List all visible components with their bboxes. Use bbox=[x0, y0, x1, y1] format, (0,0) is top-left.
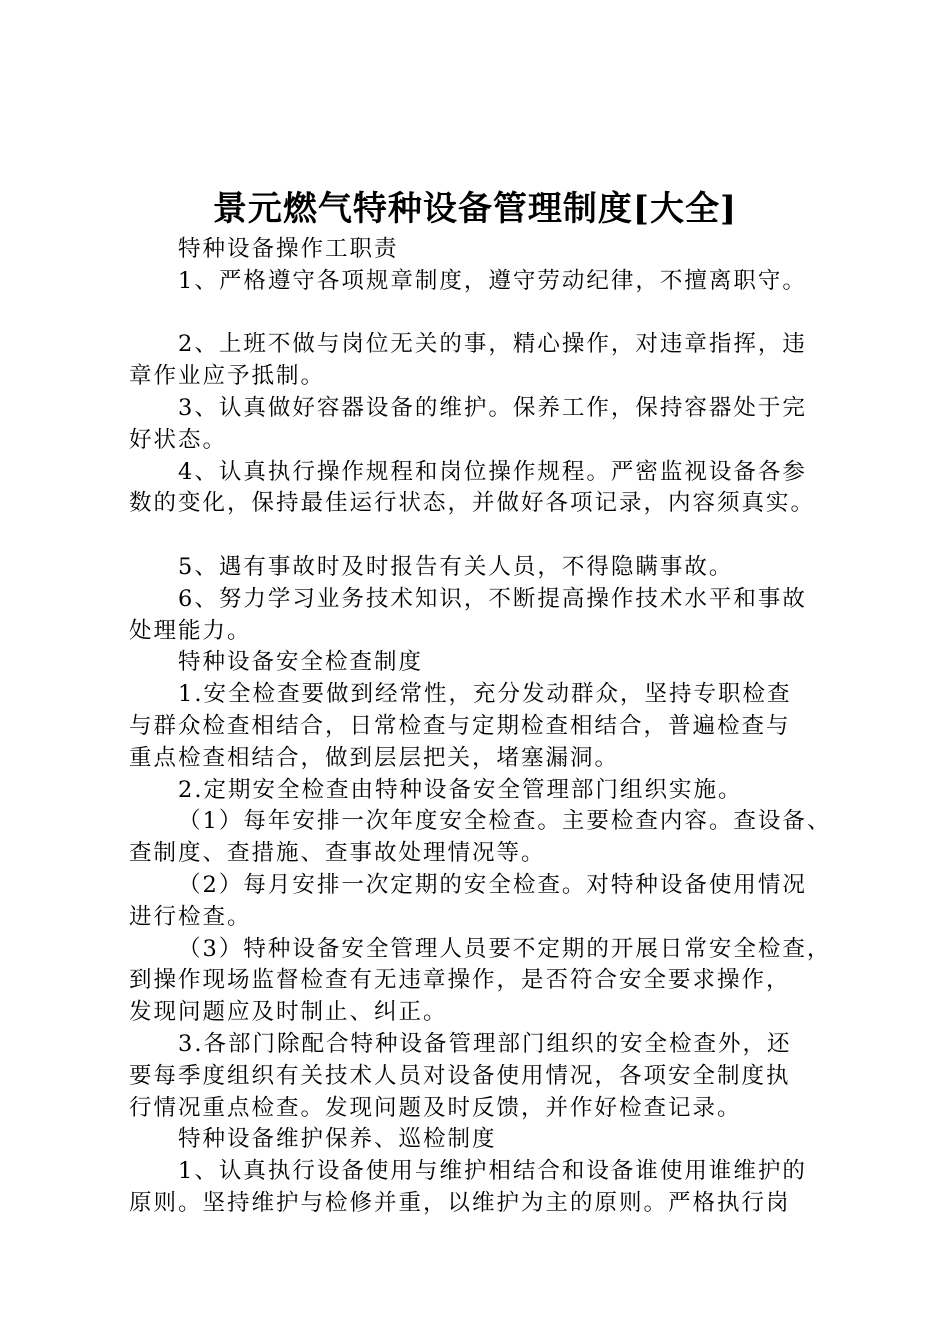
text-line: 与群众检查相结合，日常检查与定期检查相结合，普遍检查与 bbox=[129, 712, 791, 739]
text-line: 6、努力学习业务技术知识，不断提高操作技术水平和事故 bbox=[178, 585, 807, 612]
text-line: 进行检查。 bbox=[129, 903, 252, 930]
text-line: 3、认真做好容器设备的维护。保养工作，保持容器处于完 bbox=[178, 394, 807, 421]
text-line: 特种设备安全检查制度 bbox=[178, 649, 424, 676]
text-line: 处理能力。 bbox=[129, 617, 252, 644]
text-line: 重点检查相结合，做到层层把关，堵塞漏洞。 bbox=[129, 744, 620, 771]
text-line: 特种设备操作工职责 bbox=[178, 236, 399, 262]
text-line: 要每季度组织有关技术人员对设备使用情况，各项安全制度执 bbox=[129, 1062, 791, 1089]
text-line: 2.定期安全检查由特种设备安全管理部门组织实施。 bbox=[178, 776, 743, 803]
text-line: （2）每月安排一次定期的安全检查。对特种设备使用情况 bbox=[178, 871, 807, 898]
text-line: 发现问题应及时制止、纠正。 bbox=[129, 999, 448, 1026]
text-line: 3.各部门除配合特种设备管理部门组织的安全检查外，还 bbox=[178, 1030, 792, 1057]
text-line: 数的变化，保持最佳运行状态，并做好各项记录，内容须真实。 bbox=[129, 490, 816, 517]
text-line: （3）特种设备安全管理人员要不定期的开展日常安全检查， bbox=[178, 935, 832, 962]
text-line: 2、上班不做与岗位无关的事，精心操作，对违章指挥，违 bbox=[178, 331, 807, 358]
text-line: 特种设备维护保养、巡检制度 bbox=[178, 1126, 497, 1153]
text-line: 章作业应予抵制。 bbox=[129, 363, 326, 390]
text-line: 原则。坚持维护与检修并重，以维护为主的原则。严格执行岗 bbox=[129, 1189, 791, 1216]
text-line: 查制度、查措施、查事故处理情况等。 bbox=[129, 840, 546, 867]
text-line: 1.安全检查要做到经常性，充分发动群众，坚持专职检查 bbox=[178, 681, 792, 708]
text-line: 5、遇有事故时及时报告有关人员，不得隐瞒事故。 bbox=[178, 553, 734, 580]
text-line: 1、严格遵守各项规章制度，遵守劳动纪律，不擅离职守。 bbox=[178, 267, 807, 294]
text-line: 1、认真执行设备使用与维护相结合和设备谁使用谁维护的 bbox=[178, 1158, 807, 1185]
text-line: 4、认真执行操作规程和岗位操作规程。严密监视设备各参 bbox=[178, 458, 807, 485]
text-line: 行情况重点检查。发现问题及时反馈，并作好检查记录。 bbox=[129, 1094, 742, 1121]
text-line: 到操作现场监督检查有无违章操作，是否符合安全要求操作， bbox=[129, 967, 791, 994]
document-body bbox=[129, 234, 841, 1220]
text-line: （1）每年安排一次年度安全检查。主要检查内容。查设备、 bbox=[178, 808, 832, 835]
text-line: 好状态。 bbox=[129, 426, 228, 453]
blank-line bbox=[129, 298, 841, 330]
document-title: 景元燃气特种设备管理制度[大全] bbox=[212, 189, 738, 229]
blank-line bbox=[129, 520, 841, 552]
